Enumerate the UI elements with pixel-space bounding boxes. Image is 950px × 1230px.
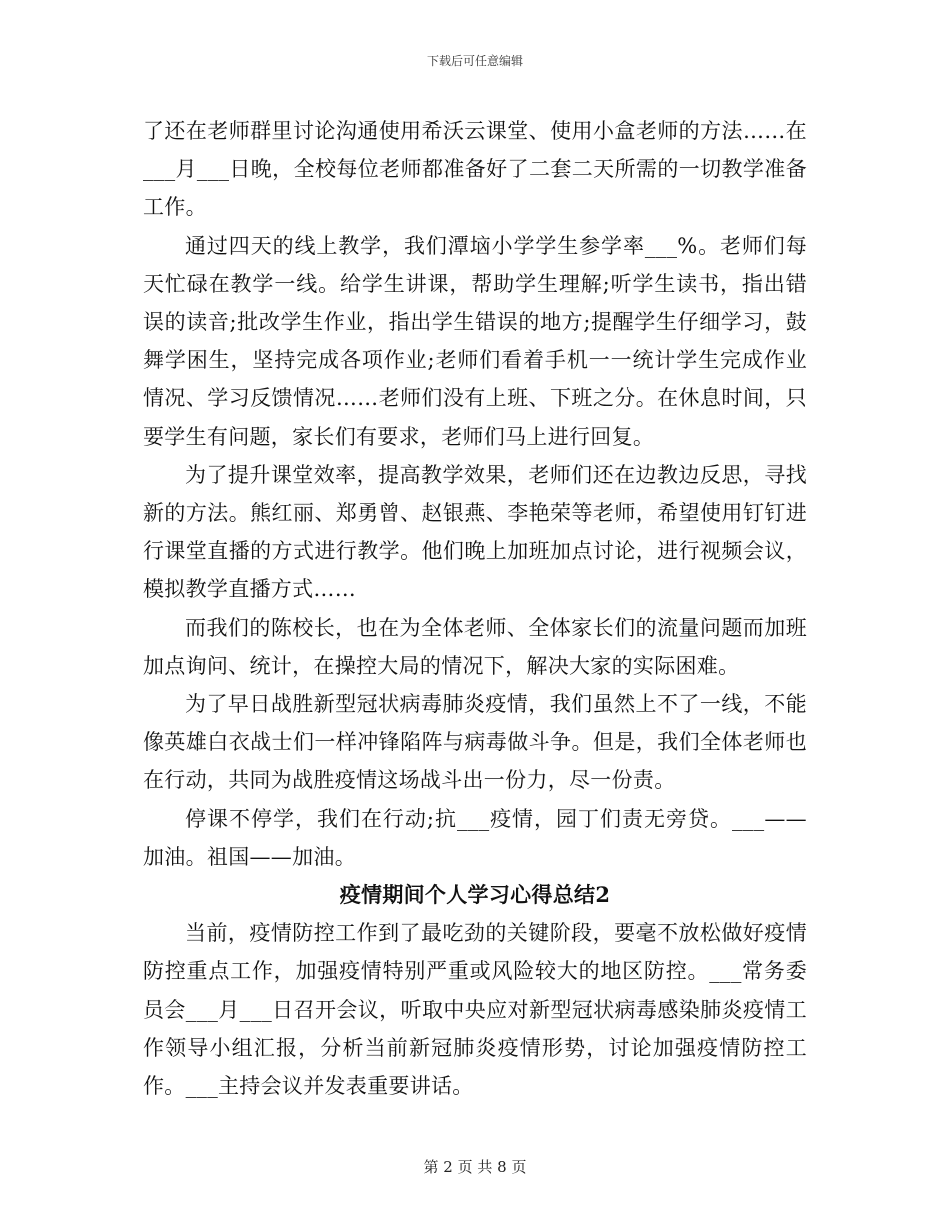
page-number: 第 2 页 共 8 页 bbox=[423, 1158, 527, 1176]
paragraph: 通过四天的线上教学，我们潭垴小学学生参学率___%。老师们每天忙碌在教学一线。给学生讲课，帮助学生理解;听学生读书，指出错误的读音;批改学生作业，指出学生错误的地方;提醒学生仔细学习，鼓舞学困生，坚持完成各项作业;老师们看着手机一一统计学生完成作业情况、学习反馈情况……老师们没有上班、下班之分。在休息时间，只要学生有问题，家长们有要求，老师们马上进行回复。 bbox=[143, 233, 807, 449]
paragraph: 而我们的陈校长，也在为全体老师、全体家长们的流量问题而加班加点询问、统计，在操控大局的情况下，解决大家的实际困难。 bbox=[143, 615, 807, 678]
page-header: 下载后可任意编辑 bbox=[426, 54, 523, 68]
paragraph: 当前，疫情防控工作到了最吃劲的关键阶段，要毫不放松做好疫情防控重点工作，加强疫情特别严重或风险较大的地区防控。___常务委员会___月___日召开会议，听取中央应对新型冠状病毒感染肺炎疫情工作领导小组汇报，分析当前新冠肺炎疫情形势，讨论加强疫情防控工作。___主持会议并发表重要讲话。 bbox=[143, 921, 807, 1099]
paragraph: 为了早日战胜新型冠状病毒肺炎疫情，我们虽然上不了一线，不能像英雄白衣战士们一样冲锋陷阵与病毒做斗争。但是，我们全体老师也在行动，共同为战胜疫情这场战斗出一份力，尽一份责。 bbox=[143, 692, 807, 793]
paragraph: 了还在老师群里讨论沟通使用希沃云课堂、使用小盒老师的方法……在___月___日晚，全校每位老师都准备好了二套二天所需的一切教学准备工作。 bbox=[143, 119, 807, 220]
paragraph: 停课不停学，我们在行动;抗___疫情，园丁们责无旁贷。___——加油。祖国——加油。 bbox=[143, 806, 807, 869]
section-title: 疫情期间个人学习心得总结2 bbox=[339, 882, 611, 908]
paragraph: 为了提升课堂效率，提高教学效果，老师们还在边教边反思，寻找新的方法。熊红丽、郑勇曾、赵银燕、李艳荣等老师，希望使用钉钉进行课堂直播的方式进行教学。他们晚上加班加点讨论，进行视频会议，模拟教学直播方式…… bbox=[143, 462, 807, 602]
document-body bbox=[143, 112, 807, 1105]
